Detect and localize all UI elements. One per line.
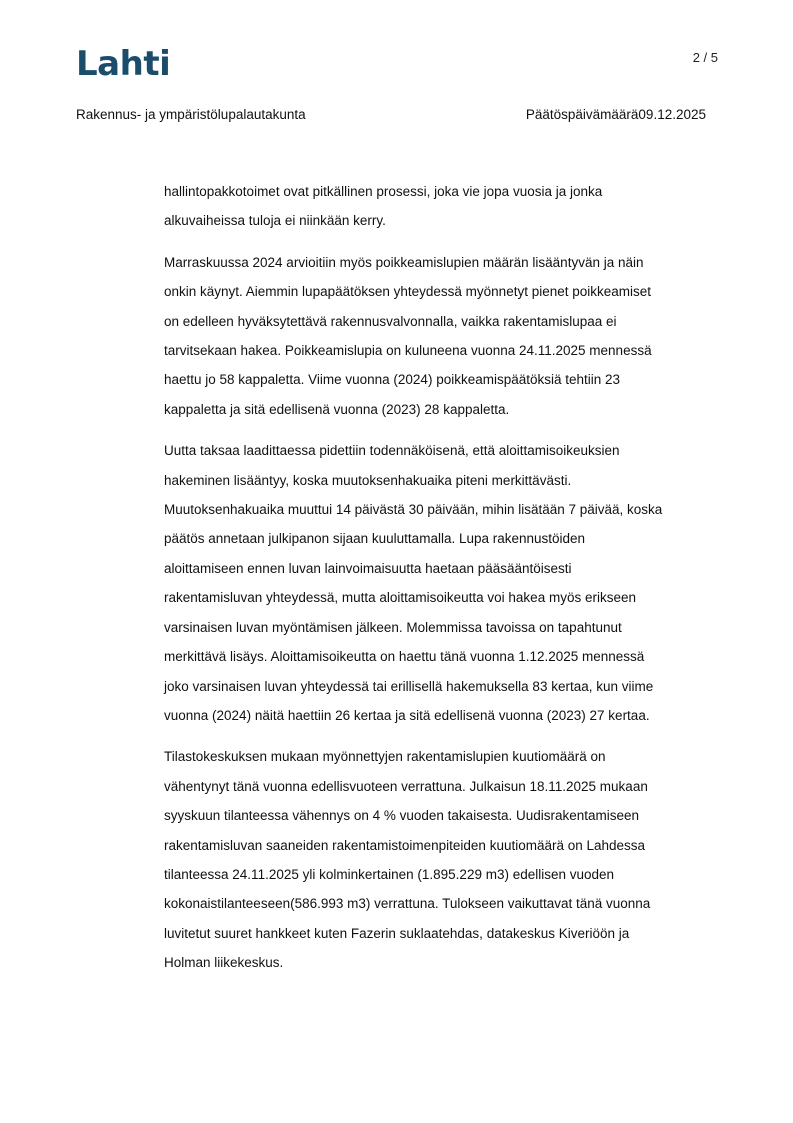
lahti-logo: Lahti <box>76 44 171 84</box>
text-line: rakentamisluvan yhteydessä, mutta aloittamisoikeutta voi hakea myös erikseen <box>164 590 636 606</box>
text-line: aloittamiseen ennen luvan lainvoimaisuutta haetaan pääsääntöisesti <box>164 560 572 576</box>
text-line: tilanteessa 24.11.2025 yli kolminkertainen (1.895.229 m3) edellisen vuoden <box>164 866 615 882</box>
text-line: Holman liikekeskus. <box>164 955 284 971</box>
text-line: vuonna (2024) näitä haettiin 26 kertaa ja sitä edellisenä vuonna (2023) 27 kertaa. <box>164 707 650 723</box>
page-number: 2 / 5 <box>692 50 718 65</box>
text-line: kappaletta ja sitä edellisenä vuonna (2023) 28 kappaletta. <box>164 401 510 417</box>
decision-date: Päätöspäivämäärä09.12.2025 <box>525 107 706 122</box>
paragraph <box>164 248 719 424</box>
paragraph <box>164 177 719 236</box>
text-line: haettu jo 58 kappaletta. Viime vuonna (2024) poikkeamispäätöksiä tehtiin 23 <box>164 372 621 388</box>
text-line: Tilastokeskuksen mukaan myönnettyjen rakentamislupien kuutiomäärä on <box>164 749 606 765</box>
text-line: vähentynyt tänä vuonna edellisvuoteen verrattuna. Julkaisun 18.11.2025 mukaan <box>164 778 648 794</box>
paragraph <box>164 436 719 730</box>
text-line: päätös annetaan julkipanon sijaan kuuluttamalla. Lupa rakennustöiden <box>164 531 586 547</box>
text-line: tarvitsekaan hakea. Poikkeamislupia on kuluneena vuonna 24.11.2025 mennessä <box>164 343 652 359</box>
text-line: merkittävä lisäys. Aloittamisoikeutta on haettu tänä vuonna 1.12.2025 mennessä <box>164 649 645 665</box>
text-line: rakentamisluvan saaneiden rakentamistoimenpiteiden kuutiomäärä on Lahdessa <box>164 837 646 853</box>
text-line: onkin käynyt. Aiemmin lupapäätöksen yhteydessä myönnetyt pienet poikkeamiset <box>164 284 652 300</box>
committee-name: Rakennus- ja ympäristölupalautakunta <box>76 107 306 122</box>
text-line: on edelleen hyväksytettävä rakennusvalvonnalla, vaikka rakentamislupaa ei <box>164 313 617 329</box>
text-line: varsinaisen luvan myöntämisen jälkeen. Molemmissa tavoissa on tapahtunut <box>164 619 622 635</box>
text-line: Muutoksenhakuaika muuttui 14 päivästä 30 päivään, mihin lisätään 7 päivää, koska <box>164 502 663 518</box>
text-line: syyskuun tilanteessa vähennys on 4 % vuoden takaisesta. Uudisrakentamiseen <box>164 808 640 824</box>
document-body <box>164 177 719 990</box>
text-line: alkuvaiheissa tuloja ei niinkään kerry. <box>164 213 386 229</box>
text-line: kokonaistilanteeseen(586.993 m3) verrattuna. Tulokseen vaikuttavat tänä vuonna <box>164 896 651 912</box>
text-line: luvitetut suuret hankkeet kuten Fazerin suklaatehdas, datakeskus Kiveriöön ja <box>164 925 630 941</box>
text-line: hakeminen lisääntyy, koska muutoksenhakuaika piteni merkittävästi. <box>164 472 572 488</box>
paragraph <box>164 742 719 977</box>
text-line: Marraskuussa 2024 arvioitiin myös poikkeamislupien määrän lisääntyvän ja näin <box>164 254 644 270</box>
text-line: joko varsinaisen luvan yhteydessä tai erillisellä hakemuksella 83 kertaa, kun viime <box>164 678 654 694</box>
text-line: hallintopakkotoimet ovat pitkällinen prosessi, joka vie jopa vuosia ja jonka <box>164 184 603 199</box>
text-line: Uutta taksaa laadittaessa pidettiin todennäköisenä, että aloittamisoikeuksien <box>164 443 620 459</box>
